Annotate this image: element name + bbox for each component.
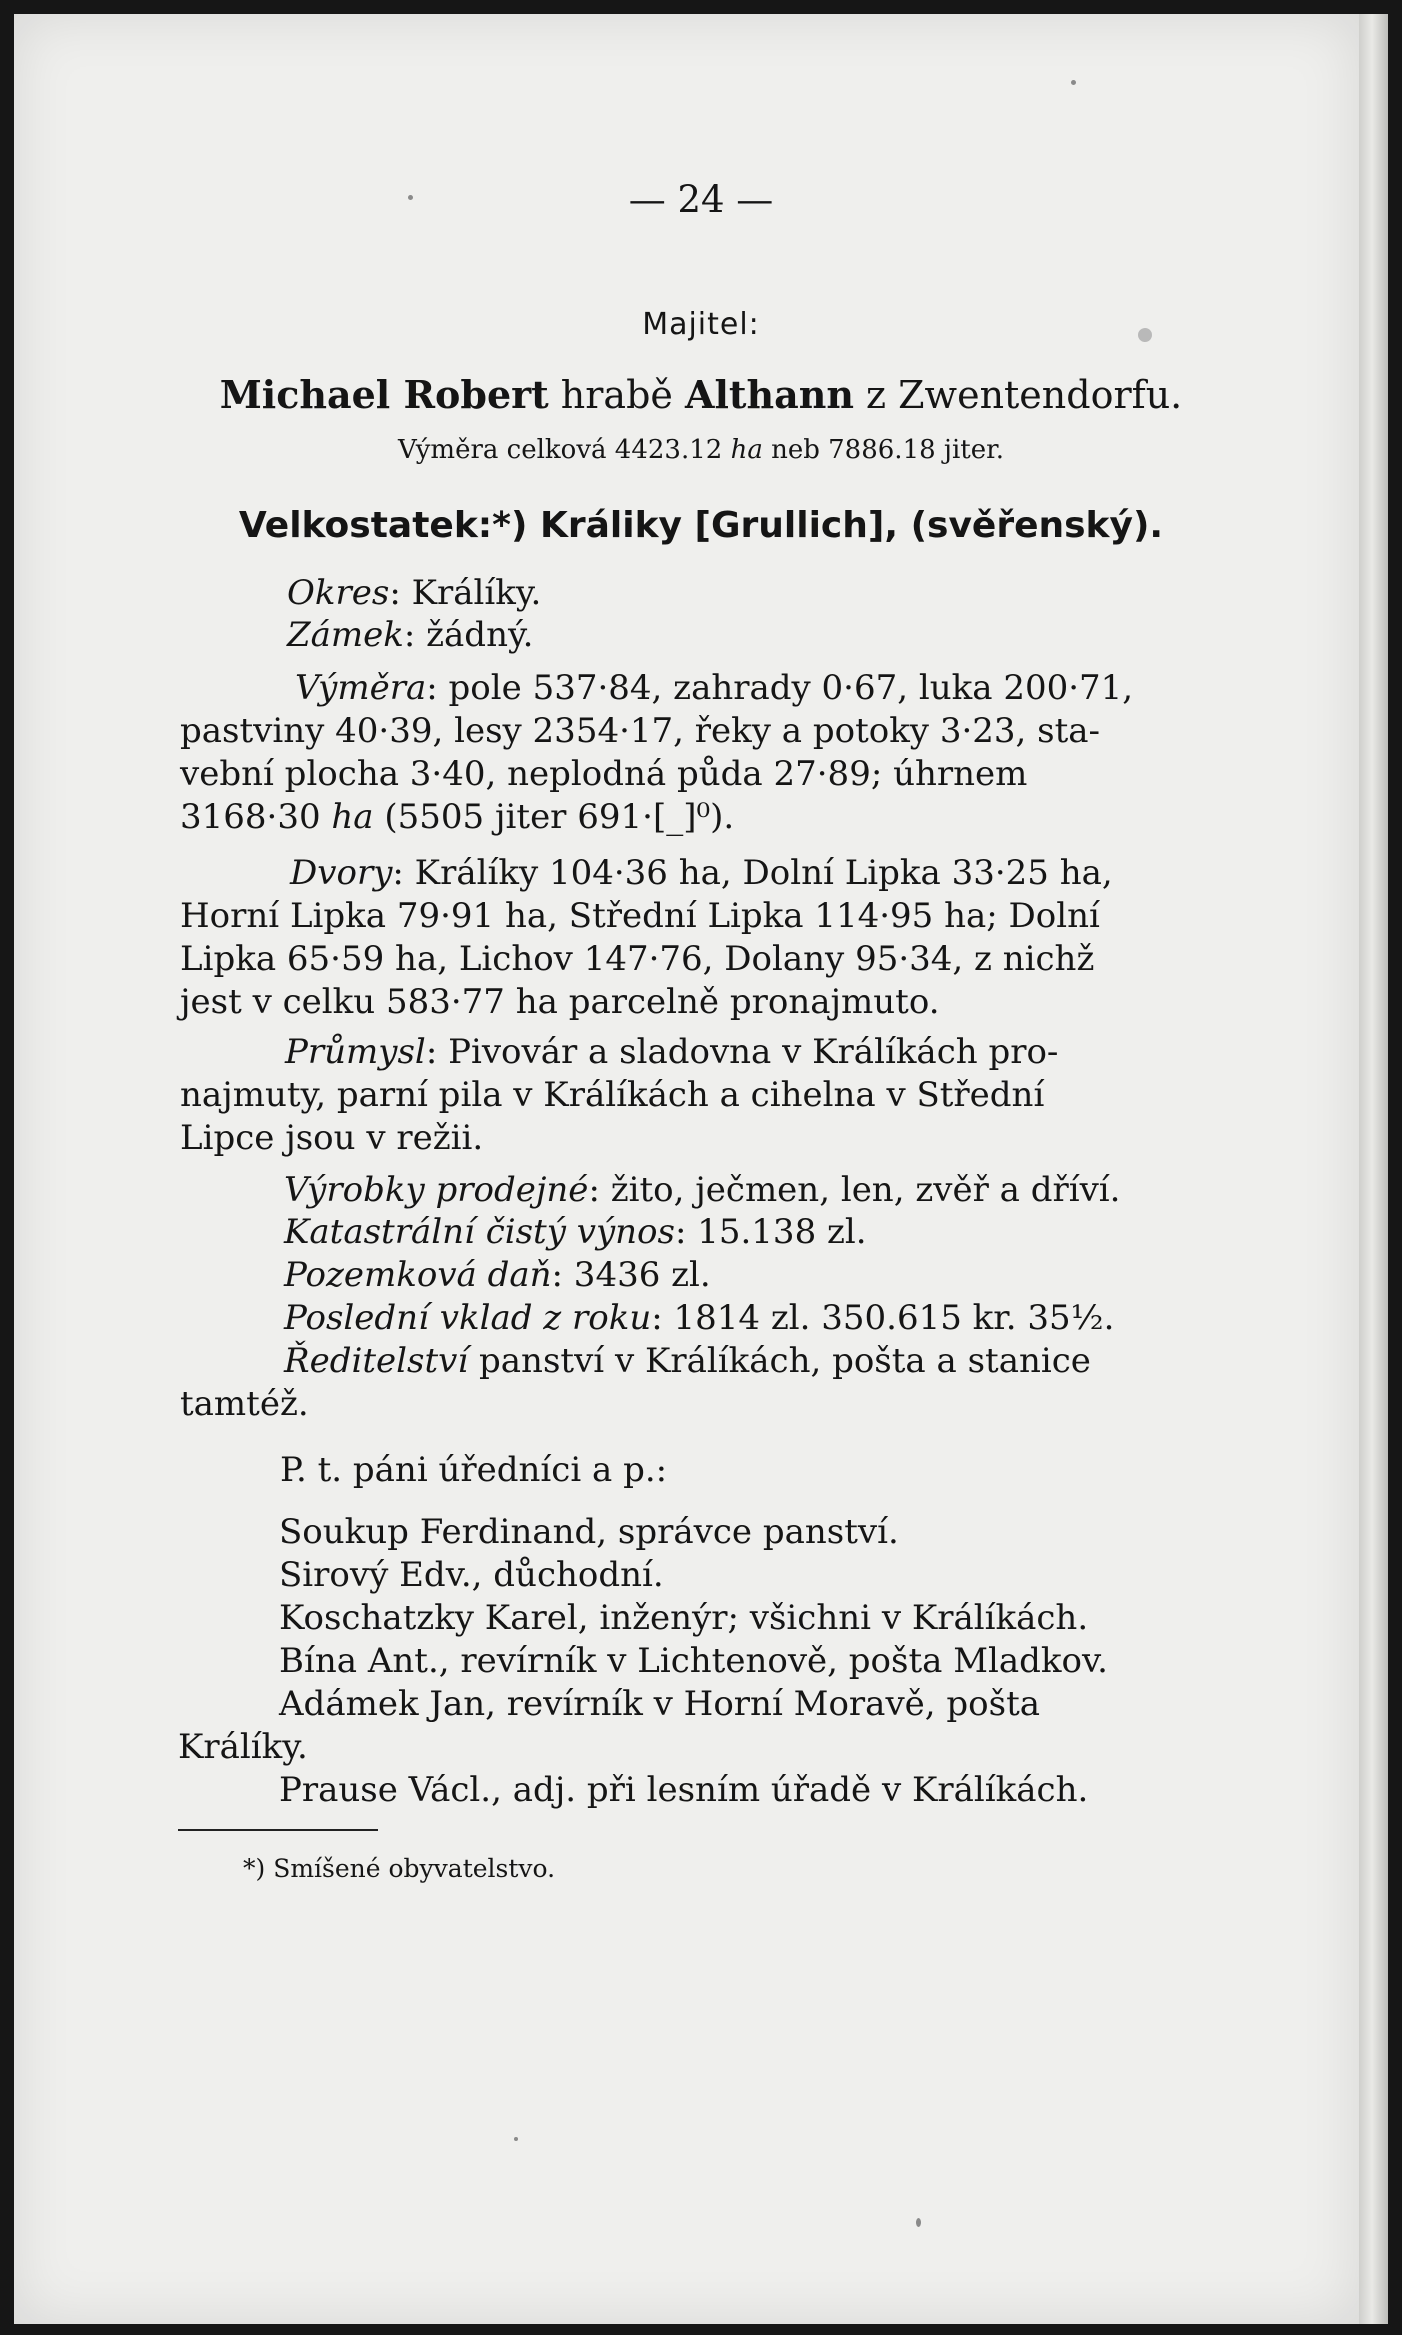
entry-vklad (284, 1298, 1114, 1338)
entry-zamek (287, 615, 533, 655)
owner-title: hrabě (548, 373, 685, 417)
prumysl-text-1: : Pivovár a sladovna v Králíkách pro- (425, 1032, 1059, 1072)
official-item: Prause Václ., adj. při lesním úřadě v Králíkách. (279, 1770, 1089, 1810)
entry-prumysl-line-1 (285, 1032, 1058, 1072)
okres-value: : Králíky. (389, 573, 542, 613)
entry-vymera-line-3: vební plocha 3·40, neplodná půda 27·89; úhrnem (180, 754, 1028, 794)
zamek-value: : žádný. (403, 615, 534, 655)
officials-heading: P. t. páni úředníci a p.: (280, 1450, 668, 1490)
vymera-jiter: (5505 jiter 691·[_]⁰). (373, 797, 735, 837)
entry-prumysl-line-3: Lipce jsou v režii. (180, 1118, 484, 1158)
vymera-label: Výměra (295, 668, 427, 708)
vymera-text-1: : pole 537·84, zahrady 0·67, luka 200·71, (426, 668, 1134, 708)
vyrobky-value: : žito, ječmen, len, zvěř a dříví. (588, 1170, 1121, 1210)
entry-reditelstvi-line-1 (284, 1341, 1091, 1381)
okres-label: Okres (287, 573, 390, 613)
entry-dvory-line-2: Horní Lipka 79·91 ha, Střední Lipka 114·95 ha; Dolní (180, 896, 1100, 936)
vymera-unit: ha (331, 797, 374, 837)
entry-dvory-line-1 (290, 853, 1113, 893)
vyrobky-label: Výrobky prodejné (284, 1170, 589, 1210)
owner-surname: Althann (684, 372, 854, 417)
total-area-suffix: neb 7886.18 jiter. (762, 435, 1004, 465)
katastr-value: : 15.138 zl. (674, 1212, 867, 1252)
reditelstvi-label: Ředitelství (284, 1341, 469, 1381)
total-area-unit: ha (730, 435, 763, 465)
dvory-text-1: : Králíky 104·36 ha, Dolní Lipka 33·25 ha, (392, 853, 1113, 893)
footnote-rule (178, 1829, 378, 1831)
official-item: Sirový Edv., důchodní. (279, 1555, 664, 1595)
entry-dvory-line-4: jest v celku 583·77 ha parcelně pronajmuto. (180, 982, 940, 1022)
entry-reditelstvi-line-2: tamtéž. (180, 1384, 309, 1424)
entry-vymera-line-2: pastviny 40·39, lesy 2354·17, řeky a potoky 3·23, sta- (180, 711, 1101, 751)
estate-heading: Velkostatek:*) Králiky [Grullich], (svěřenský). (238, 505, 1164, 546)
katastr-label: Katastrální čistý výnos (284, 1212, 675, 1252)
official-item-continuation: Králíky. (178, 1727, 308, 1767)
entry-vymera-line-4 (180, 797, 734, 837)
total-area (0, 435, 1402, 465)
prumysl-label: Průmysl (285, 1032, 426, 1072)
footnote: *) Smíšené obyvatelstvo. (243, 1854, 556, 1883)
entry-vyrobky (284, 1170, 1120, 1210)
entry-dvory-line-3: Lipka 65·59 ha, Lichov 147·76, Dolany 95·34, z nichž (180, 939, 1095, 979)
official-item: Adámek Jan, revírník v Horní Moravě, pošta (279, 1684, 1040, 1724)
official-item: Soukup Ferdinand, správce panství. (279, 1512, 899, 1552)
reditelstvi-text-1: panství v Králíkách, pošta a stanice (468, 1341, 1091, 1381)
owner-place: z Zwentendorfu. (853, 373, 1183, 417)
entry-prumysl-line-2: najmuty, parní pila v Králíkách a cihelna v Střední (180, 1075, 1045, 1115)
owner-first-name: Michael Robert (219, 372, 549, 417)
owner-label: Majitel: (642, 307, 760, 342)
vklad-label: Poslední vklad z roku (284, 1298, 652, 1338)
dvory-label: Dvory (290, 853, 393, 893)
page-number: — 24 — (628, 178, 774, 221)
vklad-value: : 1814 zl. 350.615 kr. 35½. (651, 1298, 1115, 1338)
entry-okres (287, 573, 541, 613)
entry-vymera-line-1 (295, 668, 1133, 708)
owner-name (0, 372, 1402, 417)
entry-dan (284, 1255, 711, 1295)
dan-value: : 3436 zl. (551, 1255, 711, 1295)
entry-katastr (284, 1212, 867, 1252)
zamek-label: Zámek (287, 615, 404, 655)
vymera-total: 3168·30 (180, 797, 332, 837)
official-item: Bína Ant., revírník v Lichtenově, pošta Mladkov. (279, 1641, 1108, 1681)
official-item: Koschatzky Karel, inženýr; všichni v Králíkách. (279, 1598, 1089, 1638)
total-area-prefix: Výměra celková 4423.12 (398, 435, 731, 465)
dan-label: Pozemková daň (284, 1255, 552, 1295)
